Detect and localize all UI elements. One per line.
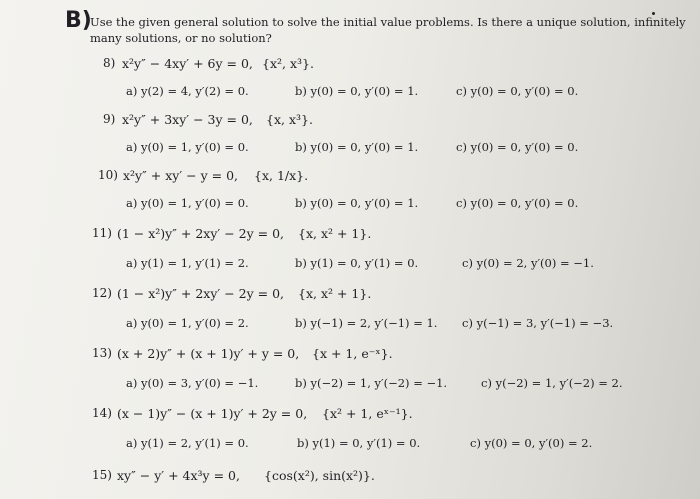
- condition-c: c) y(0) = 2, y′(0) = −1.: [462, 256, 594, 270]
- condition-b: b) y(0) = 0, y′(0) = 1.: [295, 196, 419, 210]
- condition-b: b) y(0) = 0, y′(0) = 1.: [295, 84, 419, 98]
- problem-basis: {x, x² + 1}.: [298, 286, 372, 301]
- section-letter: B): [65, 8, 92, 33]
- condition-a: a) y(1) = 2, y′(1) = 0.: [126, 436, 249, 450]
- problem-equation: x²y″ + 3xy′ − 3y = 0,: [122, 112, 253, 127]
- problem-basis: {cos(x²), sin(x²)}.: [264, 468, 375, 483]
- problem-basis: {x, x³}.: [266, 112, 313, 127]
- problem-number: 10): [98, 168, 118, 182]
- problem-basis: {x, 1/x}.: [254, 168, 309, 183]
- condition-a: a) y(1) = 1, y′(1) = 2.: [126, 256, 249, 270]
- problem-number: 12): [92, 286, 112, 300]
- condition-c: c) y(−2) = 1, y′(−2) = 2.: [481, 376, 623, 390]
- condition-c: c) y(0) = 0, y′(0) = 0.: [456, 84, 579, 98]
- condition-a: a) y(0) = 1, y′(0) = 2.: [126, 316, 249, 330]
- condition-c: c) y(0) = 0, y′(0) = 0.: [456, 140, 579, 154]
- problem-equation: (x + 2)y″ + (x + 1)y′ + y = 0,: [117, 346, 300, 361]
- problem-number: 8): [103, 56, 116, 70]
- problem-number: 9): [103, 112, 116, 126]
- problem-basis: {x + 1, e⁻ˣ}.: [312, 346, 393, 361]
- problem-number: 15): [92, 468, 112, 482]
- page-mark: [652, 12, 655, 15]
- problem-number: 13): [92, 346, 112, 360]
- condition-c: c) y(0) = 0, y′(0) = 2.: [470, 436, 593, 450]
- condition-c: c) y(−1) = 3, y′(−1) = −3.: [462, 316, 614, 330]
- problem-equation: x²y″ + xy′ − y = 0,: [123, 168, 238, 183]
- problem-equation: (x − 1)y″ − (x + 1)y′ + 2y = 0,: [117, 406, 308, 421]
- section-instructions: Use the given general solution to solve the initial value problems. Is there a unique solution, infinitely many solutions, or no solution?: [90, 15, 686, 45]
- condition-b: b) y(−1) = 2, y′(−1) = 1.: [295, 316, 438, 330]
- problem-basis: {x, x² + 1}.: [298, 226, 372, 241]
- problem-equation: xy″ − y′ + 4x³y = 0,: [117, 468, 240, 483]
- problem-equation: (1 − x²)y″ + 2xy′ − 2y = 0,: [117, 286, 285, 301]
- condition-b: b) y(0) = 0, y′(0) = 1.: [295, 140, 419, 154]
- problem-number: 11): [92, 226, 112, 240]
- condition-c: c) y(0) = 0, y′(0) = 0.: [456, 196, 579, 210]
- condition-a: a) y(0) = 1, y′(0) = 0.: [126, 196, 249, 210]
- problem-equation: (1 − x²)y″ + 2xy′ − 2y = 0,: [117, 226, 285, 241]
- condition-b: b) y(−2) = 1, y′(−2) = −1.: [295, 376, 448, 390]
- condition-a: a) y(0) = 1, y′(0) = 0.: [126, 140, 249, 154]
- problem-equation: x²y″ − 4xy′ + 6y = 0,: [122, 56, 253, 71]
- problem-basis: {x², x³}.: [262, 56, 314, 71]
- condition-b: b) y(1) = 0, y′(1) = 0.: [297, 436, 421, 450]
- condition-a: a) y(2) = 4, y′(2) = 0.: [126, 84, 249, 98]
- condition-b: b) y(1) = 0, y′(1) = 0.: [295, 256, 419, 270]
- condition-a: a) y(0) = 3, y′(0) = −1.: [126, 376, 259, 390]
- problem-number: 14): [92, 406, 112, 420]
- problem-basis: {x² + 1, eˣ⁻¹}.: [322, 406, 413, 421]
